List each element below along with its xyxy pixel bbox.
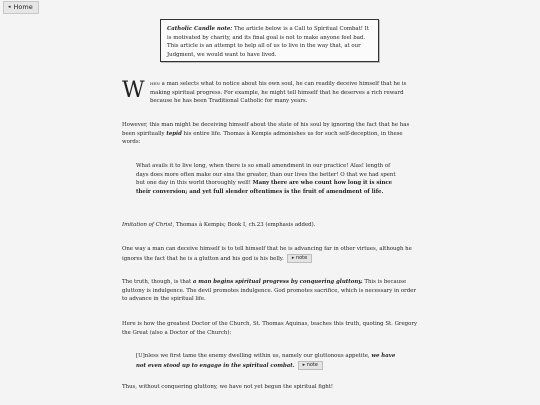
paragraph-truth: The truth, though, is that a man begins spiritual progress by conquering gluttony. This is because gluttony is indulgence. The devil promotes indulgence. God promotes sacrifice, which is necessary in order to advance in the spiritual life. [122,279,416,303]
note-button-1[interactable]: ▸ note [287,254,312,263]
editor-note-box [160,19,379,62]
quote-emphasis-combat: we have not even stood up to engage in the spiritual combat. [136,353,396,369]
citation-title: Imitation of Christ [122,222,173,228]
kempis-quote: What avails it to live long, when there is so small amendment in our practice! Alas! length of days does more often make our sins the greater, than our lives the better! O that we had spent but one day in this world thoroughly well! Many there are who count how long it is since their conversion; and yet full slender oftentimes is the fruit of amendment of life. [136,163,396,195]
intro-paragraph [122,80,417,106]
back-arrow-icon: ◂ [8,4,11,10]
note-button-2[interactable]: ▸ note [298,361,323,370]
paragraph-tepid: However, this man might be deceiving himself about the state of his soul by ignoring the fact that he has been spiritually tepid his entire life. Thomas à Kempis admonishes us for such self-deception, in these words: [122,122,410,146]
citation: Imitation of Christ, Thomas à Kempis; Book I, ch.23 (emphasis added). [122,222,316,228]
note-lead: Catholic Candle note: [167,26,233,32]
paragraph-glutton: One way a man can deceive himself is to tell himself that he is advancing far in other virtues, although he ignores the fact that he is a glutton and his god is his belly. ▸ note [122,246,412,262]
emphasis-tepid: tepid [166,130,182,137]
aquinas-quote: [U]nless we first tame the enemy dwelling within us, namely our gluttonous appetite, we have not even stood up to engage in the spiritual combat. ▸ note [136,353,396,369]
intro-text: a man selects what to notice about his own soul, he can readily deceive himself that he is making spiritual progress. For example, he might tell himself that he deserves a rich reward because he has been Traditional Catholic for many years. [150,81,407,105]
paragraph-conclusion: Thus, without conquering gluttony, we have not yet begun the spiritual fight! [122,384,334,390]
drop-cap: W [122,78,145,103]
paragraph-aquinas: Here is how the greatest Doctor of the Church, St. Thomas Aquinas, teaches this truth, quoting St. Gregory the Great (also a Doctor of the Church): [122,321,417,336]
emphasis-gluttony: a man begins spiritual progress by conquering gluttony. [192,279,363,285]
smallcaps-lead: hen [150,81,160,87]
home-button[interactable] [3,1,39,14]
home-label: Home [13,3,33,11]
quote-emphasis: Many there are who count how long it is since their conversion; and yet full slender oftentimes is the fruit of amendment of life. [136,180,393,195]
note-body: The article below is a Call to Spiritual Combat! It is motivated by charity, and its final goal is not to make anyone feel bad. This article is an attempt to help all of us to live in the way that, at our Judgment, we would want to have lived. [167,26,369,58]
